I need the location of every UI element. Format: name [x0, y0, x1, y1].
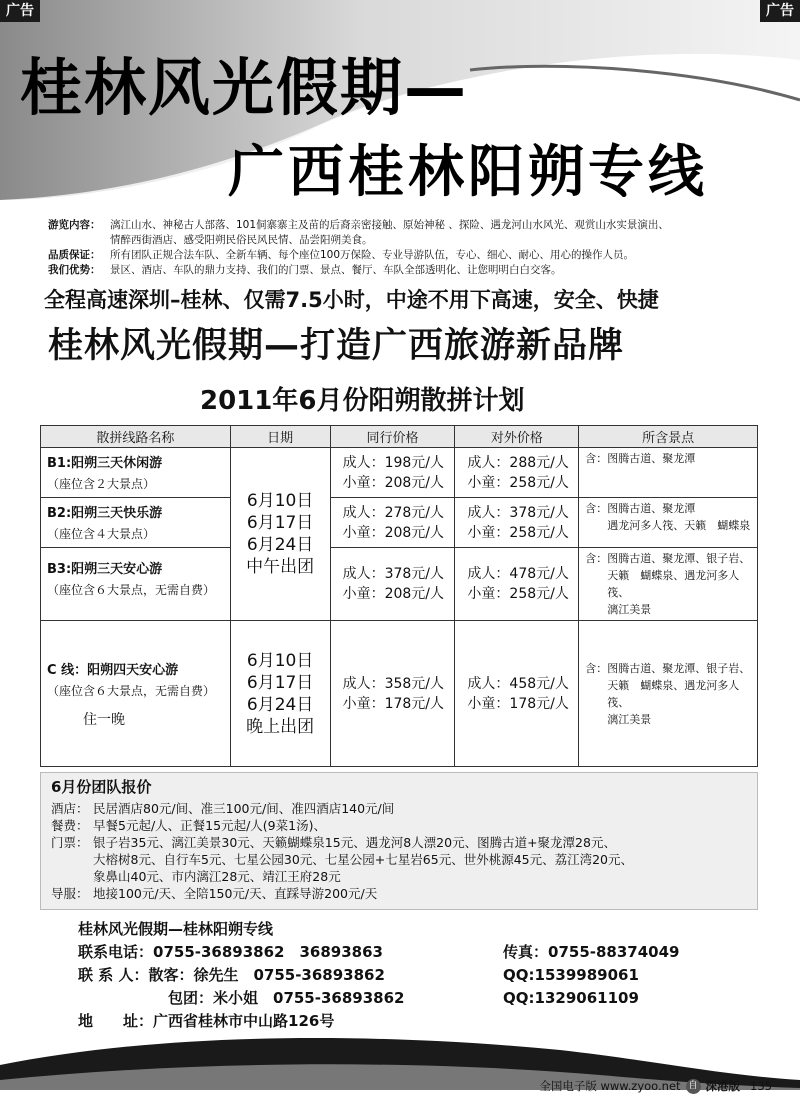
- public-price-cell: [455, 498, 579, 548]
- plan-title: 2011年6月份阳朔散拼计划: [200, 386, 525, 416]
- spot-prefix: 含：: [585, 552, 608, 565]
- spot-line: 天籁 蝴蝶泉、遇龙河多人筏、: [607, 569, 740, 599]
- info-row-advantage: [48, 263, 768, 278]
- spot-prefix: 含：: [585, 661, 608, 675]
- slogan-highway: 全程高速深圳–桂林、仅需7.5小时，中途不用下高速，安全、快捷: [44, 288, 659, 312]
- child-price: 小童：178元/人: [342, 695, 445, 712]
- route-cell: [41, 621, 231, 767]
- magazine-logo-icon: 自: [686, 1079, 701, 1094]
- peer-price-cell: [330, 498, 455, 548]
- headline-line2: 广西桂林阳朔专线: [228, 140, 708, 205]
- address-label: 地 址：: [78, 1012, 154, 1030]
- header-route: 散拼线路名称: [41, 426, 231, 448]
- route-note: （座位含６大景点，无需自费）: [47, 683, 216, 698]
- date-line: 6月10日: [246, 491, 314, 511]
- route-cell: [41, 448, 231, 498]
- table-header-row: [41, 426, 758, 448]
- tour-plan-table: [40, 425, 758, 767]
- team-row-ticket: [51, 834, 747, 885]
- qq-number-1: 1539989061: [534, 966, 639, 984]
- adult-price: 成人：288元/人: [467, 454, 569, 471]
- adult-price: 成人：478元/人: [467, 566, 569, 582]
- spot-line: 遇龙河多人筏、天籁 蝴蝶泉: [607, 519, 751, 532]
- info-block: [48, 218, 768, 278]
- footer-site: 全国电子版 www.zyoo.net: [539, 1079, 681, 1093]
- address-text: 广西省桂林市中山路126号: [153, 1012, 335, 1030]
- team-price-block: [40, 772, 758, 910]
- route-name: C 线：阳朔四天安心游: [47, 662, 179, 678]
- date-line: 中午出团: [246, 557, 315, 577]
- date-cell-group1: [230, 448, 330, 621]
- footer: [539, 1078, 772, 1094]
- team-text: [93, 834, 747, 885]
- table-row: [41, 621, 758, 767]
- public-price-cell: [455, 448, 579, 498]
- header-date: 日期: [230, 426, 330, 448]
- route-note: （座位含６大景点，无需自费）: [47, 583, 216, 597]
- footer-edition: 深港版: [705, 1079, 741, 1093]
- public-price-cell: [455, 548, 579, 621]
- spot-line: 图腾古道、聚龙潭、银子岩、: [607, 661, 751, 675]
- info-label: 我们优势：: [48, 264, 101, 276]
- info-text: [110, 218, 768, 248]
- person-group: 包团：米小姐 0755-36893862: [168, 989, 405, 1007]
- peer-price-cell: [330, 548, 455, 621]
- phone-number: 0755-36893862 36893863: [153, 943, 383, 961]
- qq-label: QQ:: [503, 966, 535, 984]
- spot-prefix: 含：: [585, 452, 608, 465]
- spot-line: 图腾古道、聚龙潭: [607, 502, 696, 515]
- team-label: 酒店：: [51, 801, 89, 816]
- child-price: 小童：258元/人: [467, 474, 569, 491]
- route-note: （座位含２大景点）: [47, 477, 156, 491]
- spot-line: 天籁 蝴蝶泉、遇龙河多人筏、: [607, 678, 740, 709]
- date-line: 6月24日: [246, 694, 314, 715]
- team-line: 象鼻山40元、市内漓江28元、靖江王府28元: [93, 869, 341, 884]
- info-line: 漓江山水、神秘古人部落、101侗寨寨主及苗的后裔亲密接触、原始神秘 、探险、遇龙河山水风光、观赏山水实景演出、: [110, 219, 669, 231]
- adult-price: 成人：358元/人: [342, 675, 445, 692]
- spots-cell: [579, 548, 758, 621]
- info-text: 所有团队正规合法车队、全新车辆、每个座位100万保险、专业导游队伍，专心、细心、耐心、用心的操作人员。: [110, 249, 635, 261]
- team-text: [93, 817, 747, 834]
- public-price-cell: [455, 621, 579, 767]
- info-row-quality: [48, 248, 768, 263]
- date-line: 6月24日: [246, 535, 314, 555]
- contact-row-person2: [78, 987, 680, 1010]
- team-label: 餐费：: [51, 818, 89, 833]
- date-line: 6月17日: [246, 672, 314, 693]
- spot-line: 图腾古道、聚龙潭、银子岩、: [607, 552, 751, 565]
- team-label: 导服：: [51, 886, 89, 901]
- spot-line: 漓江美景: [607, 712, 652, 726]
- team-row-meal: [51, 817, 747, 834]
- info-text: 景区、酒店、车队的鼎力支持、我们的门票、景点、餐厅、车队全部透明化、让您明明白白交客。: [110, 264, 562, 276]
- phone-label: 联系电话：: [78, 943, 154, 961]
- spot-line: 漓江美景: [607, 603, 652, 616]
- header-peer-price: 同行价格: [330, 426, 455, 448]
- child-price: 小童：178元/人: [467, 695, 569, 712]
- slogan-brand: 桂林风光假期—打造广西旅游新品牌: [48, 326, 625, 366]
- page-number: 135: [750, 1079, 772, 1093]
- table-row: [41, 498, 758, 548]
- qq-number-2: 1329061109: [534, 989, 639, 1007]
- child-price: 小童：208元/人: [342, 586, 445, 602]
- team-row-hotel: [51, 800, 747, 817]
- route-cell: [41, 548, 231, 621]
- info-label: 品质保证：: [48, 249, 101, 261]
- ad-tag-right: 广告: [760, 0, 800, 22]
- header-spots: 所含景点: [579, 426, 758, 448]
- fax-label: 传真：: [503, 943, 549, 961]
- team-row-guide: [51, 885, 747, 902]
- child-price: 小童：258元/人: [467, 524, 569, 541]
- date-line: 晚上出团: [246, 716, 315, 737]
- adult-price: 成人：278元/人: [342, 504, 445, 521]
- child-price: 小童：258元/人: [467, 586, 569, 602]
- adult-price: 成人：198元/人: [342, 454, 445, 471]
- spots-cell: [579, 498, 758, 548]
- team-text: [93, 885, 747, 902]
- contact-row-person1: [78, 964, 680, 987]
- route-name: B3:阳朔三天安心游: [47, 562, 163, 577]
- team-line: 大榕树8元、自行车5元、七星公园30元、七星公园+七星岩65元、世外桃源45元、荔江湾20元、: [93, 852, 634, 867]
- team-line: 早餐5元起/人、正餐15元起/人(9菜1汤)、: [93, 818, 326, 833]
- child-price: 小童：208元/人: [342, 474, 445, 491]
- header-public-price: 对外价格: [455, 426, 579, 448]
- team-label: 门票：: [51, 835, 89, 850]
- peer-price-cell: [330, 448, 455, 498]
- fax-number: 0755-88374049: [548, 943, 680, 961]
- peer-price-cell: [330, 621, 455, 767]
- ad-tag-left: 广告: [0, 0, 40, 22]
- info-label: 游览内容：: [48, 219, 101, 231]
- adult-price: 成人：378元/人: [342, 566, 445, 582]
- team-text: [93, 800, 747, 817]
- table-row: [41, 548, 758, 621]
- contact-title: 桂林风光假期—桂林阳朔专线: [78, 920, 274, 938]
- date-line: 6月10日: [246, 650, 314, 671]
- child-price: 小童：208元/人: [342, 524, 445, 541]
- route-note: （座位含４大景点）: [47, 527, 156, 541]
- team-title: 6月份团队报价: [51, 778, 152, 796]
- contact-row-phone: [78, 941, 680, 964]
- person-label: 联 系 人：: [78, 966, 149, 984]
- team-line: 民居酒店80元/间、准三100元/间、准四酒店140元/间: [93, 801, 395, 816]
- spots-cell: [579, 621, 758, 767]
- team-line: 银子岩35元、漓江美景30元、天籁蝴蝶泉15元、遇龙河8人漂20元、图腾古道+聚龙潭28元、: [93, 835, 616, 850]
- adult-price: 成人：458元/人: [467, 675, 569, 692]
- spot-prefix: 含：: [585, 502, 608, 515]
- contact-block: [78, 918, 680, 1033]
- route-cell: [41, 498, 231, 548]
- spots-cell: [579, 448, 758, 498]
- info-row-tour: [48, 218, 768, 248]
- info-line: 情醉西街酒店、感受阳朔民俗民风民情、品尝阳朔美食。: [110, 234, 373, 246]
- spot-line: 图腾古道、聚龙潭: [607, 452, 696, 465]
- route-extra: 住一晚: [83, 711, 125, 728]
- adult-price: 成人：378元/人: [467, 504, 569, 521]
- headline-line1: 桂林风光假期—: [20, 51, 469, 124]
- date-cell-group2: [230, 621, 330, 767]
- person-retail: 散客：徐先生 0755-36893862: [148, 966, 385, 984]
- qq-label: QQ:: [503, 989, 535, 1007]
- table-row: [41, 448, 758, 498]
- date-line: 6月17日: [246, 513, 314, 533]
- route-name: B1:阳朔三天休闲游: [47, 456, 163, 471]
- team-line: 地接100元/天、全陪150元/天、直踩导游200元/天: [93, 886, 378, 901]
- route-name: B2:阳朔三天快乐游: [47, 506, 163, 521]
